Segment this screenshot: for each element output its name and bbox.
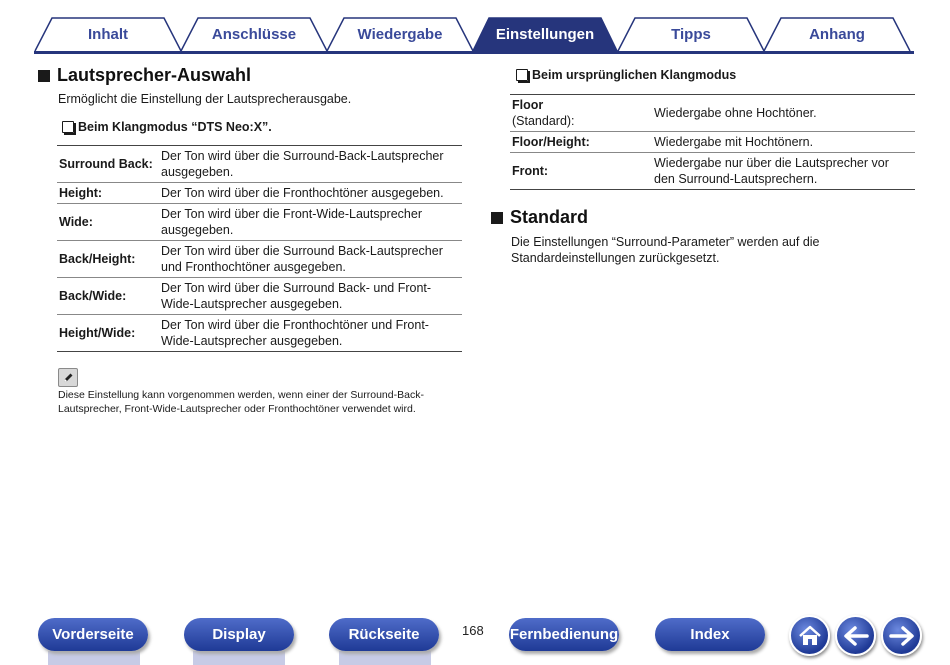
forward-arrow-icon xyxy=(889,626,915,646)
table-row xyxy=(57,204,462,241)
note-text: Diese Einstellung kann vorgenommen werden, wenn einer der Surround-Back-Lautsprecher, Front-Wide-Lautsprecher oder Fronthochtöner verwendet wird. xyxy=(58,389,424,415)
row-key: Back/Wide: xyxy=(57,278,159,315)
table-row xyxy=(57,183,462,204)
row-value: Wiedergabe nur über die Lautsprecher vor den Surround-Lautsprechern. xyxy=(652,153,915,190)
table-row xyxy=(57,315,462,352)
table-row xyxy=(510,132,915,153)
subheading-original-mode xyxy=(516,68,736,82)
row-key-sub: (Standard): xyxy=(512,114,575,128)
rueckseite-button[interactable] xyxy=(329,618,439,651)
tab-underline xyxy=(34,51,914,54)
pencil-note-icon xyxy=(58,368,78,387)
back-button[interactable] xyxy=(835,615,876,656)
tab-anhang[interactable] xyxy=(763,17,911,51)
row-value: Der Ton wird über die Fronthochtöner ausgegeben. xyxy=(159,183,462,204)
row-value: Wiedergabe ohne Hochtöner. xyxy=(652,95,915,132)
square-bullet-icon xyxy=(38,70,50,82)
section-description: Ermöglicht die Einstellung der Lautsprecherausgabe. xyxy=(58,92,352,106)
back-arrow-icon xyxy=(843,626,869,646)
row-key-main: Floor xyxy=(512,98,544,112)
section-title-lautsprecher-auswahl xyxy=(38,65,251,86)
subheading-text: Beim ursprünglichen Klangmodus xyxy=(532,68,737,82)
display-button[interactable] xyxy=(184,618,294,651)
tab-inhalt[interactable] xyxy=(34,17,182,51)
table-row xyxy=(510,95,915,132)
button-label: Rückseite xyxy=(348,626,420,643)
row-value: Der Ton wird über die Front-Wide-Lautsprecher ausgegeben. xyxy=(159,204,462,241)
tab-label: Anhang xyxy=(809,25,865,43)
tab-wiedergabe[interactable] xyxy=(326,17,474,51)
vorderseite-button[interactable] xyxy=(38,618,148,651)
original-mode-table xyxy=(510,94,915,190)
row-key: Surround Back: xyxy=(57,146,159,183)
section-title-text: Lautsprecher-Auswahl xyxy=(57,65,252,85)
index-button[interactable] xyxy=(655,618,765,651)
button-label: Display xyxy=(212,626,266,643)
button-shadow xyxy=(339,651,431,665)
row-value: Der Ton wird über die Surround Back- und Front-Wide-Lautsprecher ausgegeben. xyxy=(159,278,462,315)
table-row xyxy=(57,241,462,278)
table-row xyxy=(57,278,462,315)
table-row xyxy=(57,146,462,183)
row-key: Back/Height: xyxy=(57,241,159,278)
button-shadow xyxy=(193,651,285,665)
tab-label: Tipps xyxy=(671,25,711,43)
subheading-dts-neox xyxy=(62,120,272,134)
row-value: Wiedergabe mit Hochtönern. xyxy=(652,132,915,153)
row-key: Height: xyxy=(57,183,159,204)
fernbedienung-button[interactable] xyxy=(509,618,619,651)
section-title-standard xyxy=(491,207,588,228)
tab-tipps[interactable] xyxy=(617,17,765,51)
tab-anschluesse[interactable] xyxy=(180,17,328,51)
speaker-selection-table xyxy=(57,145,462,352)
checkbox-bullet-icon xyxy=(62,121,74,133)
button-label: Index xyxy=(690,626,730,643)
tab-label: Inhalt xyxy=(88,25,128,43)
row-value: Der Ton wird über die Fronthochtöner und Front-Wide-Lautsprecher ausgegeben. xyxy=(159,315,462,352)
button-label: Fernbedienung xyxy=(509,626,619,643)
home-button[interactable] xyxy=(789,615,830,656)
row-key: Height/Wide: xyxy=(57,315,159,352)
section-title-text: Standard xyxy=(510,207,589,227)
page-number: 168 xyxy=(462,623,484,638)
row-key: Wide: xyxy=(57,204,159,241)
row-key xyxy=(510,95,652,132)
tab-label: Einstellungen xyxy=(495,25,595,43)
row-value: Der Ton wird über die Surround-Back-Lautsprecher ausgegeben. xyxy=(159,146,462,183)
row-key: Front: xyxy=(510,153,652,190)
tab-label: Anschlüsse xyxy=(211,25,297,43)
button-shadow xyxy=(48,651,140,665)
home-icon xyxy=(798,625,822,647)
tab-label: Wiedergabe xyxy=(357,25,443,43)
checkbox-bullet-icon xyxy=(516,69,528,81)
button-label: Vorderseite xyxy=(52,626,134,643)
square-bullet-icon xyxy=(491,212,503,224)
tab-bar xyxy=(34,17,914,53)
subheading-text: Beim Klangmodus “DTS Neo:X”. xyxy=(78,120,272,134)
section-description: Die Einstellungen “Surround-Parameter” werden auf die Standardeinstellungen zurückgesetzt. xyxy=(511,235,820,265)
row-key: Floor/Height: xyxy=(510,132,652,153)
tab-einstellungen[interactable] xyxy=(471,17,619,51)
row-value: Der Ton wird über die Surround Back-Lautsprecher und Fronthochtöner ausgegeben. xyxy=(159,241,462,278)
table-row xyxy=(510,153,915,190)
forward-button[interactable] xyxy=(881,615,922,656)
